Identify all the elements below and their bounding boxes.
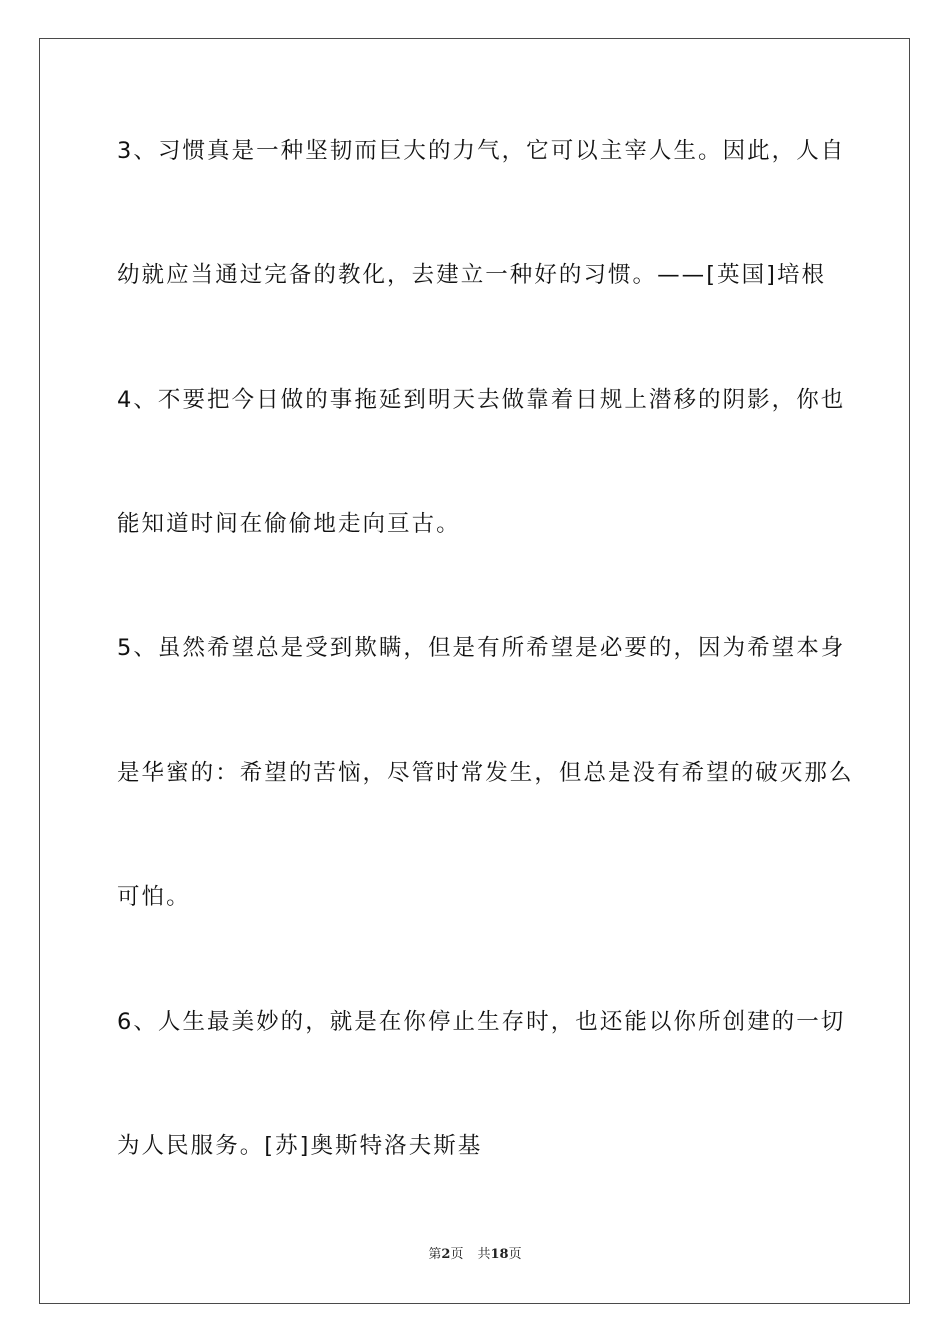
text-line-1: 3、习惯真是一种坚韧而巨大的力气，它可以主宰人生。因此，人自	[117, 138, 846, 164]
text-line-7: 可怕。	[117, 884, 191, 910]
page-number: 2	[441, 1247, 451, 1262]
total-pages: 18	[490, 1247, 509, 1262]
text-line-9: 为人民服务。[苏]奥斯特洛夫斯基	[117, 1133, 483, 1159]
text-line-4: 能知道时间在偷偷地走向亘古。	[117, 511, 461, 537]
text-line-2: 幼就应当通过完备的教化，去建立一种好的习惯。——[英国]培根	[117, 262, 827, 288]
text-line-6: 是华蜜的：希望的苦恼，尽管时常发生，但总是没有希望的破灭那么	[117, 760, 854, 786]
text-line-3: 4、不要把今日做的事拖延到明天去做靠着日规上潜移的阴影，你也	[117, 387, 846, 413]
text-line-5: 5、虽然希望总是受到欺瞒，但是有所希望是必要的，因为希望本身	[117, 635, 846, 661]
total-prefix: 共	[477, 1247, 491, 1262]
page-prefix: 第	[428, 1247, 442, 1262]
text-line-8: 6、人生最美妙的，就是在你停止生存时，也还能以你所创建的一切	[117, 1009, 846, 1035]
page-footer	[0, 1246, 950, 1264]
page-suffix: 页	[450, 1247, 464, 1262]
total-suffix: 页	[508, 1247, 522, 1262]
page-frame	[39, 38, 910, 1304]
